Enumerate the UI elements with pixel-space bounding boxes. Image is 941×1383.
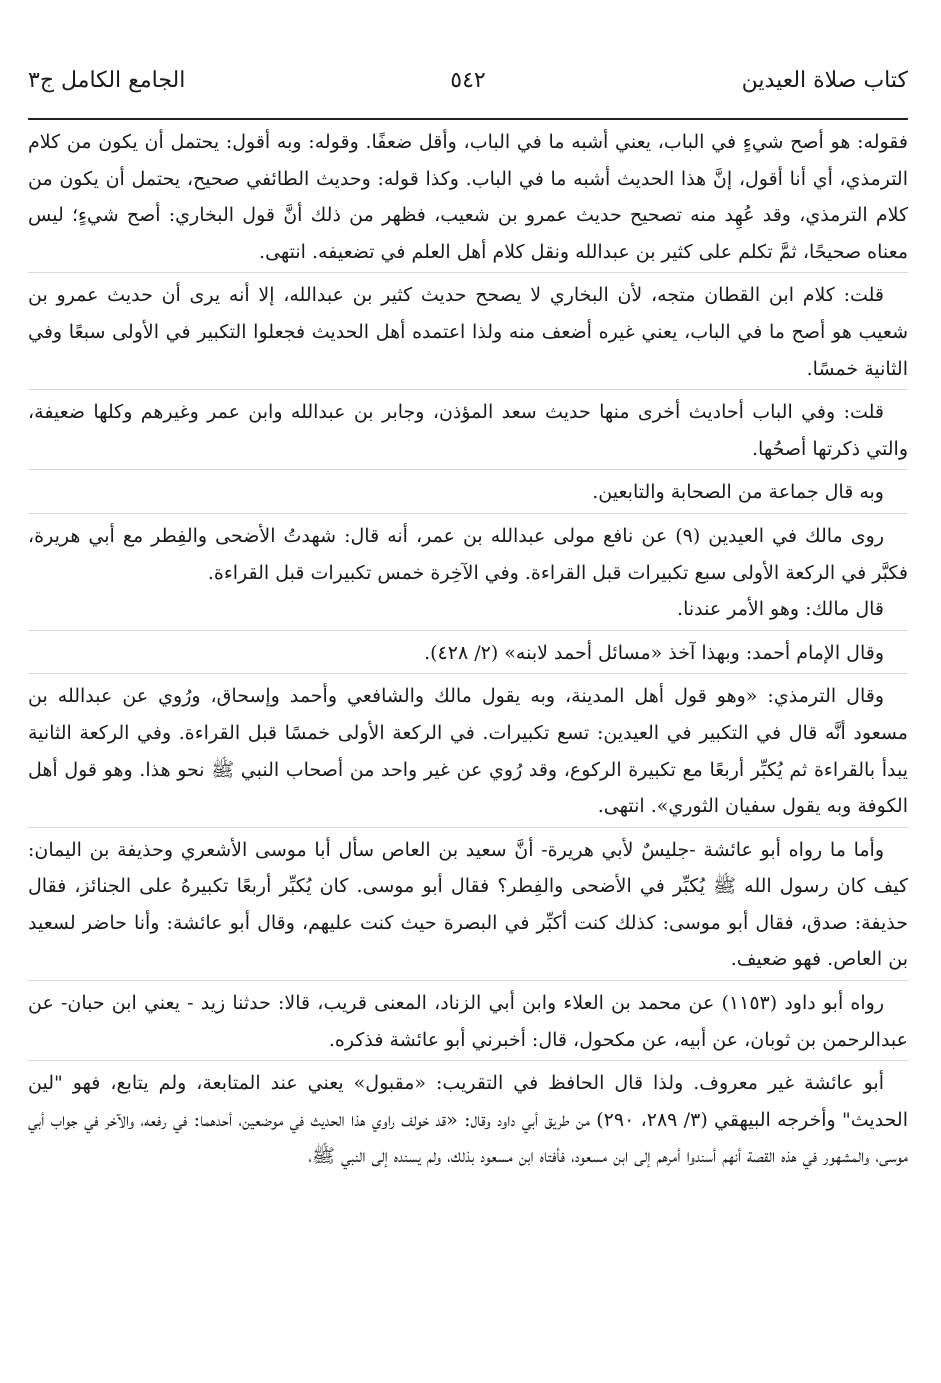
paragraph: قلت: وفي الباب أحاديث أخرى منها حديث سعد المؤذن، وجابر بن عبدالله وابن عمر وغيرهم وكلها ضعيفة، والتي ذكرتها أصحُها. bbox=[28, 401, 908, 460]
paragraph: أبو عائشة غير معروف. ولذا قال الحافظ في التقريب: «مقبول» يعني عند المتابعة، ولم يتابع، فهو "لين الحديث" وأخرجه البيهقي (٣/ ٢٨٩، ٢٩٠) من طريق أبي داود وقال: «قد خولف راوي هذا الحديث في موضعين، أحدهما: في رفعه، والآخر في جواب أبي موسى، والمشهور في هذه القصة أنهم أسندوا أمرهم إلى ابن مسعود، فأفتاه ابن مسعود بذلك، ولم يسنده إلى النبي ﷺ، bbox=[28, 1072, 908, 1168]
paragraph-divider bbox=[28, 389, 908, 390]
header-rule bbox=[28, 118, 908, 120]
paragraph-divider bbox=[28, 673, 908, 674]
running-head-book-title: كتاب صلاة العيدين bbox=[741, 68, 908, 93]
page-header bbox=[28, 62, 908, 112]
paragraph: قال مالك: وهو الأمر عندنا. bbox=[677, 598, 884, 621]
paragraph-divider bbox=[28, 630, 908, 631]
paragraph-divider bbox=[28, 469, 908, 470]
paragraph: وقال الترمذي: «وهو قول أهل المدينة، وبه يقول مالك والشافعي وأحمد وإسحاق، ورُوي عن عبدالله بن مسعود أنَّه قال في التكبير في العيدين: تسع تكبيرات. في الركعة الأولى خمسًا قبل القراءة. وفي الركعة الثانية يبدأ بالقراءة ثم يُكبِّر أربعًا مع تكبيرة الركوع، وقد رُوي عن غير واحد من أصحاب النبي ﷺ نحو هذا. وهو قول أهل الكوفة وبه يقول سفيان الثوري». انتهى. bbox=[28, 685, 908, 818]
paragraph: وبه قال جماعة من الصحابة والتابعين. bbox=[592, 481, 884, 504]
book-page bbox=[28, 0, 908, 1383]
running-head-series-title: الجامع الكامل ج٣ bbox=[28, 68, 186, 93]
paragraph-divider bbox=[28, 272, 908, 273]
page-body bbox=[28, 124, 908, 1175]
paragraph-divider bbox=[28, 980, 908, 981]
paragraph: فقوله: هو أصح شيءٍ في الباب، يعني أشبه ما في الباب، وأقل ضعفًا. وقوله: وبه أقول: يحتمل أن يكون من كلام الترمذي، أي أنا أقول، إنَّ هذا الحديث أشبه ما في الباب. وكذا قوله: وحديث الطائفي صحيح، يحتمل أن يكون من كلام الترمذي، وقد عُهِد منه تصحيح حديث عمرو بن شعيب، فظهر من ذلك أنَّ قول البخاري: أصح شيءٍ؛ ليس معناه صحيحًا، ثمَّ تكلم على كثير بن عبدالله ونقل كلام أهل العلم في تضعيفه. انتهى. bbox=[28, 131, 908, 263]
paragraph: روى مالك في العيدين (٩) عن نافع مولى عبدالله بن عمر، أنه قال: شهدتُ الأضحى والفِطر مع أبي هريرة، فكبَّر في الركعة الأولى سبع تكبيرات قبل القراءة. وفي الآخِرة خمس تكبيرات قبل القراءة. bbox=[28, 524, 908, 584]
paragraph: وقال الإمام أحمد: وبهذا آخذ «مسائل أحمد لابنه» (٢/ ٤٢٨). bbox=[424, 641, 884, 664]
paragraph-divider bbox=[28, 827, 908, 828]
paragraph: وأما ما رواه أبو عائشة -جليسٌ لأبي هريرة- أنَّ سعيد بن العاص سأل أبا موسى الأشعري وحذيفة بن اليمان: كيف كان رسول الله ﷺ يُكبِّر في الأضحى والفِطر؟ فقال أبو موسى. كان يُكبِّر أربعًا تكبيرهُ على الجنائز، فقال حذيفة: صدق، فقال أبو موسى: كذلك كنت أكبِّر في البصرة حيث كنت عليهم، وقال أبو عائشة: وأنا حاضر لسعيد بن العاص. فهو ضعيف. bbox=[28, 838, 908, 971]
paragraph: قلت: كلام ابن القطان متجه، لأن البخاري لا يصحح حديث كثير بن عبدالله، إلا أنه يرى أن حديث عمرو بن شعيب هو أصح ما في الباب، يعني غيره أضعف منه ولذا اعتمده أهل الحديث فجعلوا التكبير في الأولى سبعًا وفي الثانية خمسًا. bbox=[28, 284, 908, 380]
paragraph: رواه أبو داود (١١٥٣) عن محمد بن العلاء وابن أبي الزناد، المعنى قريب، قالا: حدثنا زيد - يعني ابن حبان- عن عبدالرحمن بن ثوبان، عن أبيه، عن مكحول، قال: أخبرني أبو عائشة فذكره. bbox=[28, 992, 908, 1051]
paragraph-divider bbox=[28, 513, 908, 514]
page-number: ٥٤٢ bbox=[450, 68, 486, 93]
paragraph-divider bbox=[28, 1060, 908, 1061]
